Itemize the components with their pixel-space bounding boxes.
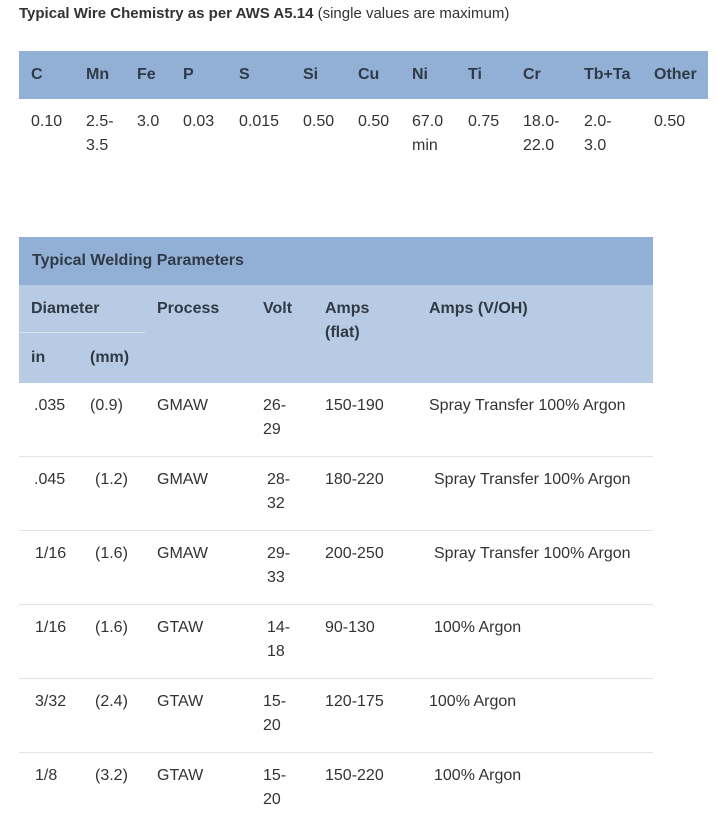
chemistry-heading-bold: Typical Wire Chemistry as per AWS A5.14 [19, 5, 314, 22]
cell-volt: 15- 20 [263, 693, 287, 734]
chem-header-p: P [183, 66, 194, 83]
cell-amps: 200-250 [325, 545, 384, 562]
chem-header-cr: Cr [523, 66, 541, 83]
params-title: Typical Welding Parameters [32, 252, 244, 269]
table-row [19, 531, 653, 605]
cell-voh: Spray Transfer 100% Argon [434, 545, 631, 562]
chem-header-ti: Ti [468, 66, 482, 83]
header-divider [19, 332, 145, 333]
chem-value-cu: 0.50 [358, 113, 390, 130]
cell-in: 1/8 [35, 767, 58, 784]
chem-value-ni: 67.0 min [412, 113, 444, 154]
chem-header-si: Si [303, 66, 319, 83]
chem-value-cr: 18.0- 22.0 [523, 113, 560, 154]
cell-volt: 29- 33 [267, 545, 291, 586]
chem-header-c: C [31, 66, 43, 83]
chem-value-c: 0.10 [31, 113, 63, 130]
chemistry-heading [19, 5, 509, 22]
chem-header-tbta: Tb+Ta [584, 66, 631, 83]
cell-amps: 90-130 [325, 619, 375, 636]
cell-in: 3/32 [35, 693, 67, 710]
chem-header-ni: Ni [412, 66, 428, 83]
chem-header-fe: Fe [137, 66, 156, 83]
chem-value-fe: 3.0 [137, 113, 160, 130]
cell-process: GTAW [157, 767, 204, 784]
chemistry-values-row [19, 99, 708, 189]
cell-voh: Spray Transfer 100% Argon [434, 471, 631, 488]
cell-volt: 28- 32 [267, 471, 291, 512]
cell-process: GMAW [157, 471, 208, 488]
chem-header-cu: Cu [358, 66, 380, 83]
cell-in: .045 [34, 471, 66, 488]
chemistry-header-row [19, 51, 708, 99]
table-row [19, 753, 653, 826]
chem-header-s: S [239, 66, 250, 83]
chem-header-mn: Mn [86, 66, 110, 83]
params-header [19, 285, 653, 383]
cell-mm: (2.4) [95, 693, 128, 710]
header-mm: (mm) [90, 349, 130, 366]
cell-voh: 100% Argon [434, 619, 522, 636]
cell-in: 1/16 [35, 545, 67, 562]
cell-process: GTAW [157, 693, 204, 710]
cell-process: GMAW [157, 397, 208, 414]
cell-volt: 14- 18 [267, 619, 291, 660]
chem-value-ti: 0.75 [468, 113, 500, 130]
cell-mm: (1.6) [95, 619, 128, 636]
cell-voh: Spray Transfer 100% Argon [429, 397, 626, 414]
cell-process: GMAW [157, 545, 208, 562]
cell-mm: (1.6) [95, 545, 128, 562]
table-row [19, 679, 653, 753]
chem-value-si: 0.50 [303, 113, 335, 130]
cell-mm: (3.2) [95, 767, 128, 784]
chem-value-s: 0.015 [239, 113, 280, 130]
header-in: in [31, 349, 46, 366]
table-row [19, 457, 653, 531]
table-row [19, 605, 653, 679]
cell-volt: 26- 29 [263, 397, 287, 438]
chem-value-tbta: 2.0- 3.0 [584, 113, 612, 154]
chem-value-other: 0.50 [654, 113, 686, 130]
cell-mm: (1.2) [95, 471, 128, 488]
cell-in: 1/16 [35, 619, 67, 636]
table-row [19, 383, 653, 457]
header-process: Process [157, 300, 220, 317]
chemistry-table [19, 51, 708, 189]
cell-amps: 150-220 [325, 767, 384, 784]
chemistry-heading-note: (single values are maximum) [317, 5, 510, 22]
cell-amps: 120-175 [325, 693, 384, 710]
header-amps-flat: Amps (flat) [325, 300, 370, 341]
welding-parameters-table [19, 237, 653, 826]
cell-mm: (0.9) [90, 397, 123, 414]
header-amps-voh: Amps (V/OH) [429, 300, 528, 317]
header-volt: Volt [263, 300, 293, 317]
cell-voh: 100% Argon [429, 693, 517, 710]
cell-volt: 15- 20 [263, 767, 287, 808]
cell-amps: 150-190 [325, 397, 384, 414]
cell-in: .035 [34, 397, 66, 414]
cell-process: GTAW [157, 619, 204, 636]
chem-header-other: Other [654, 66, 697, 83]
chem-value-p: 0.03 [183, 113, 215, 130]
params-title-row [19, 237, 653, 285]
header-diameter: Diameter [31, 300, 100, 317]
cell-amps: 180-220 [325, 471, 384, 488]
cell-voh: 100% Argon [434, 767, 522, 784]
chem-value-mn: 2.5- 3.5 [86, 113, 114, 154]
